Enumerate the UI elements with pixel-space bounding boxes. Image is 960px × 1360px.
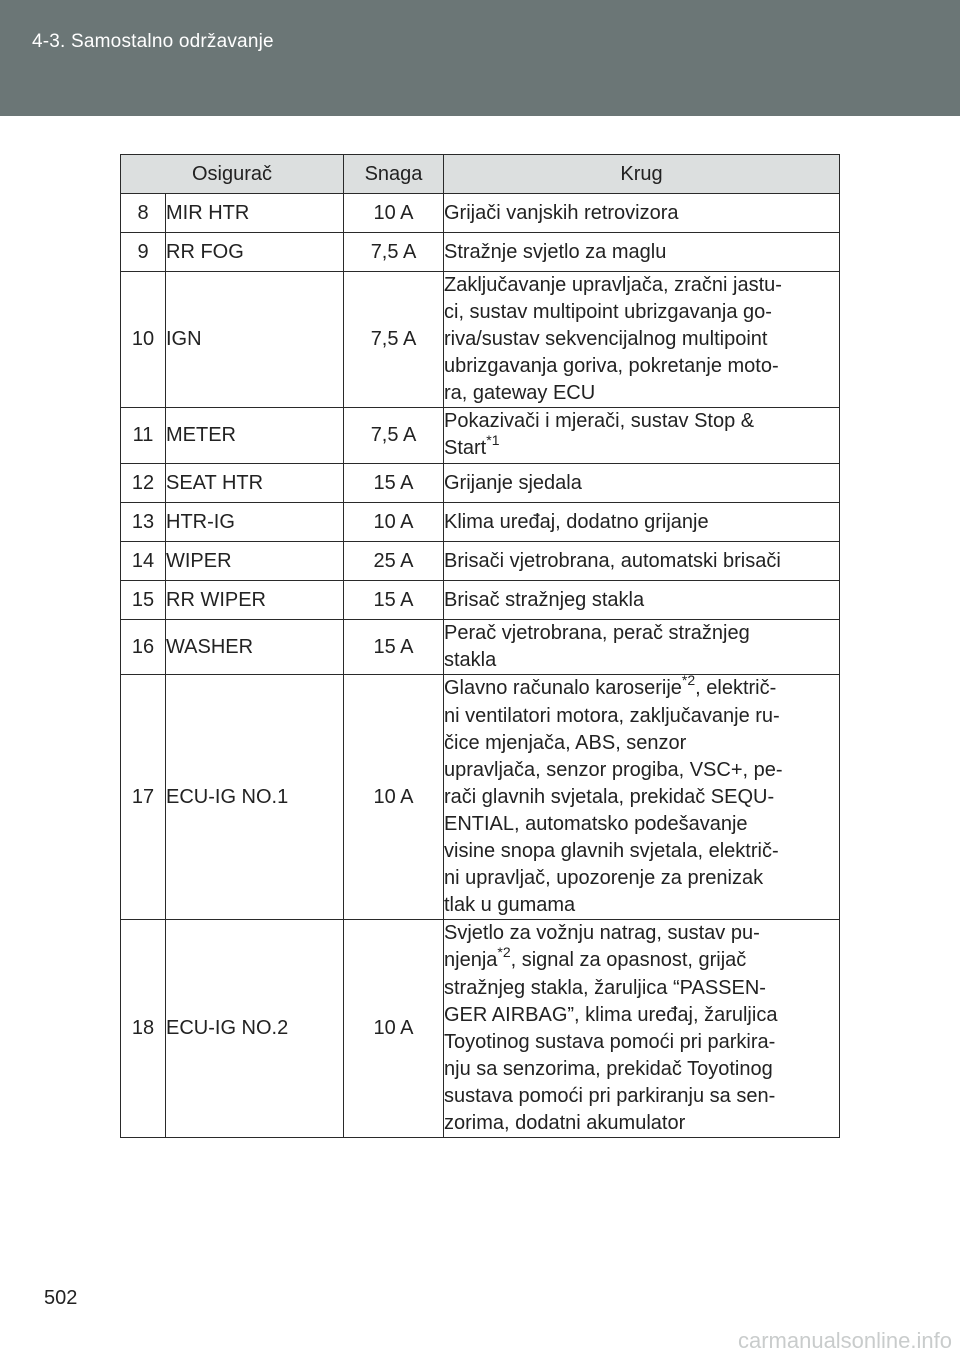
table-row (121, 542, 840, 581)
fuse-rating: 15 A (344, 464, 444, 503)
fuse-circuit-text: , signal za opasnost, grijač stražnjeg stakla, žaruljica “PASSEN- GER AIRBAG”, klima uređaj, žaruljica Toyotinog sustava pomoći pri parkira- nju sa senzorima, prekidač Toyotinog sustava pomoći pri parkiranju sa sen- zorima, dodatni akumulator (444, 949, 778, 1134)
fuse-name: RR WIPER (166, 581, 344, 620)
fuse-circuit: Brisači vjetrobrana, automatski brisači (444, 542, 840, 581)
table-row (121, 503, 840, 542)
fuse-circuit-text: Svjetlo za vožnju natrag, sustav pu- njenja (444, 922, 760, 971)
fuse-number: 14 (121, 542, 166, 581)
fuse-circuit: Grijanje sjedala (444, 464, 840, 503)
fuse-name: ECU-IG NO.1 (166, 675, 344, 920)
column-header-fuse: Osigurač (121, 155, 344, 194)
fuse-rating: 15 A (344, 620, 444, 675)
watermark: carmanualsonline.info (737, 1328, 952, 1353)
fuse-number: 10 (121, 272, 166, 408)
table-row (121, 233, 840, 272)
fuse-circuit: Klima uređaj, dodatno grijanje (444, 503, 840, 542)
fuse-rating: 7,5 A (344, 233, 444, 272)
fuse-number: 9 (121, 233, 166, 272)
fuse-circuit-text: , električ- ni ventilatori motora, zaključavanje ru- čice mjenjača, ABS, senzor upravljača, senzor progiba, VSC+, pe- rači glavnih svjetala, prekidač SEQU- ENTIAL, automatsko podešavanje visine snopa glavnih svjetala, električ- ni upravljač, upozorenje za prenizak tlak u gumama (444, 677, 783, 916)
fuse-name: MIR HTR (166, 194, 344, 233)
table-row (121, 272, 840, 408)
fuse-number: 13 (121, 503, 166, 542)
table-header-row (121, 155, 840, 194)
fuse-name: WASHER (166, 620, 344, 675)
column-header-circuit: Krug (444, 155, 840, 194)
fuse-number: 11 (121, 408, 166, 464)
column-header-rating: Snaga (344, 155, 444, 194)
fuse-circuit: Brisač stražnjeg stakla (444, 581, 840, 620)
fuse-name: SEAT HTR (166, 464, 344, 503)
fuse-table (120, 154, 840, 1138)
fuse-circuit (444, 620, 840, 675)
fuse-name: WIPER (166, 542, 344, 581)
fuse-name: HTR-IG (166, 503, 344, 542)
fuse-circuit-text: Pokazivači i mjerači, sustav Stop & Start (444, 410, 755, 459)
table-row (121, 675, 840, 920)
fuse-number: 16 (121, 620, 166, 675)
footnote-marker: *2 (497, 944, 511, 960)
fuse-circuit: Stražnje svjetlo za maglu (444, 233, 840, 272)
fuse-name: IGN (166, 272, 344, 408)
fuse-rating: 10 A (344, 675, 444, 920)
table-row (121, 920, 840, 1138)
fuse-rating: 10 A (344, 503, 444, 542)
fuse-circuit (444, 408, 840, 464)
fuse-rating: 25 A (344, 542, 444, 581)
table-row (121, 408, 840, 464)
fuse-number: 18 (121, 920, 166, 1138)
fuse-name: RR FOG (166, 233, 344, 272)
fuse-number: 8 (121, 194, 166, 233)
fuse-number: 12 (121, 464, 166, 503)
fuse-rating: 15 A (344, 581, 444, 620)
fuse-circuit-text: Perač vjetrobrana, perač stražnjeg stakla (444, 622, 750, 671)
fuse-circuit (444, 672, 840, 920)
section-title: 4-3. Samostalno održavanje (32, 31, 274, 52)
fuse-circuit-text: Zaključavanje upravljača, zračni jastu- ci, sustav multipoint ubrizgavanja go- riva/sustav sekvencijalnog multipoint ubrizgavanja goriva, pokretanje moto- ra, gateway ECU (444, 274, 782, 404)
table-row (121, 581, 840, 620)
fuse-name: ECU-IG NO.2 (166, 920, 344, 1138)
footnote-marker: *2 (681, 672, 696, 688)
table-row (121, 464, 840, 503)
table-row (121, 194, 840, 233)
fuse-number: 15 (121, 581, 166, 620)
footnote-marker: *1 (486, 432, 500, 448)
fuse-circuit (444, 920, 840, 1138)
fuse-rating: 7,5 A (344, 272, 444, 408)
fuse-rating: 10 A (344, 194, 444, 233)
fuse-circuit: Grijači vanjskih retrovizora (444, 194, 840, 233)
fuse-circuit (444, 272, 840, 408)
page-number: 502 (44, 1287, 78, 1309)
fuse-number: 17 (121, 675, 166, 920)
section-header-bar (0, 0, 960, 116)
fuse-name: METER (166, 408, 344, 464)
fuse-rating: 10 A (344, 920, 444, 1138)
fuse-circuit-text: Glavno računalo karoserije (444, 677, 682, 699)
table-row (121, 620, 840, 675)
fuse-rating: 7,5 A (344, 408, 444, 464)
